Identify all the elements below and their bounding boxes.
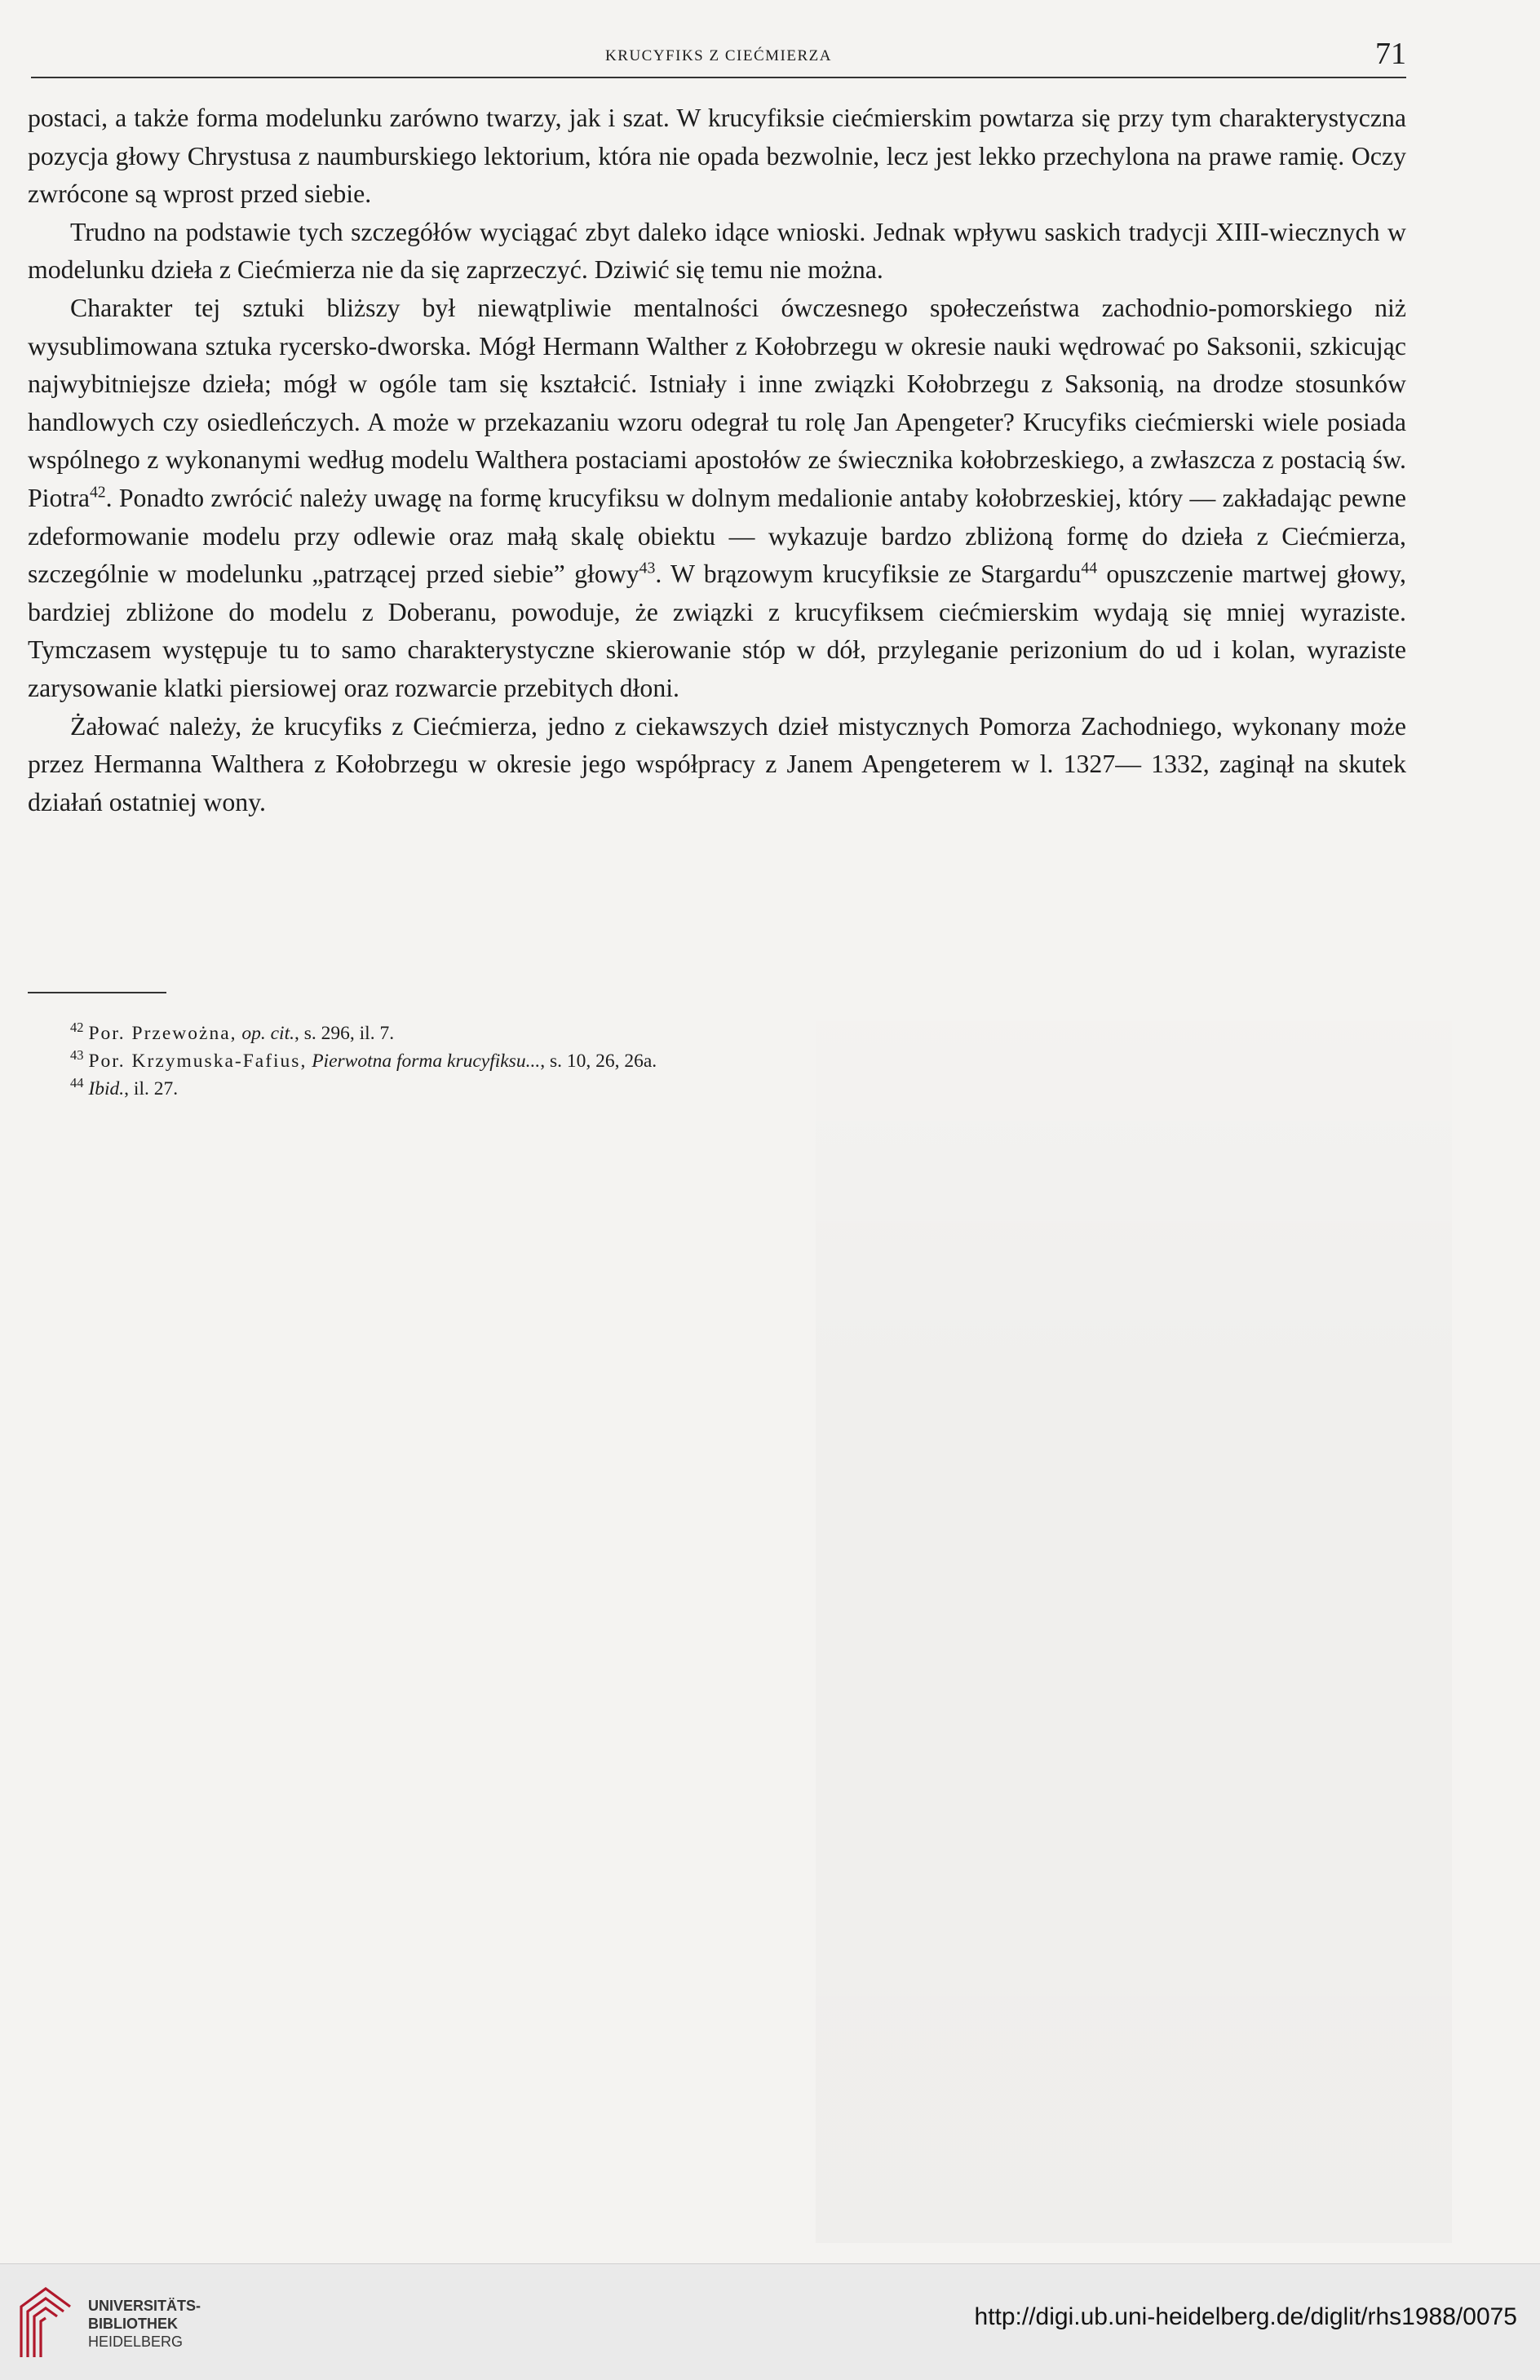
viewer-footer — [0, 2263, 1540, 2380]
footnote-42: $^{42}$ Por. Przewożna, op. cit., s. 296, il. 7. — [70, 1020, 395, 1044]
paragraph-3: Charakter tej sztuki bliższy był niewątpliwie mentalności ówczesnego społeczeństwa zachodnio-pomorskiego niż wysublimowana sztuka rycersko-dworska. Mógł Hermann Walther z Kołobrzegu w okresie nauki wędrować po Saksonii, szkicując najwybitniejsze dzieła; mógł w ogóle tam się kształcić. Istniały i inne związki Kołobrzegu z Saksonią, na drodze stosunków handlowych czy osiedleńczych. A może w przekazaniu wzoru odegrał tu rolę Jan Apengeter? Krucyfiks ciećmierski wiele posiada wspólnego z wykonanymi według modelu Walthera postaciami apostołów ze świecznika kołobrzeskiego, a zwłaszcza z postacią św. Piotra$^{42}$. Ponadto zwrócić należy uwagę na formę krucyfiksu w dolnym medalionie antaby kołobrzeskiej, który — zakładając pewne zdeformowanie modelu przy odlewie oraz małą skalę obiektu — wykazuje bardzo zbliżoną formę do dzieła z Ciećmierza, szczególnie w modelunku „patrzącej przed siebie” głowy$^{43}$. W brązowym krucyfiksie ze Stargardu$^{44}$ opuszczenie martwej głowy, bardziej zbliżone do modelu z Doberanu, powoduje, że związki z krucyfiksem ciećmierskim wydają się mniej wyraziste. Tymczasem występuje tu to samo charakterystyczne skierowanie stóp w dół, przyleganie perizonium do ud i kolan, wyraziste zarysowanie klatki piersiowej oraz rozwarcie przebitych dłoni. — [28, 293, 1406, 702]
paragraph-4: Żałować należy, że krucyfiks z Ciećmierza, jedno z ciekawszych dzieł mistycznych Pomorza Zachodniego, wykonany może przez Hermanna Walthera z Kołobrzegu w okresie jego współpracy z Janem Apengeterem w l. 1327— 1332, zaginął na skutek działań ostatniej wony. — [28, 711, 1406, 816]
footnote-ref-44: 44 — [1081, 559, 1098, 577]
library-name: UNIVERSITÄTS- BIBLIOTHEK HEIDELBERG — [88, 2298, 201, 2350]
source-url-link[interactable]: http://digi.ub.uni-heidelberg.de/diglit/rhs1988/0075 — [974, 2303, 1517, 2330]
footnote-44: $^{44}$ Ibid., il. 27. — [70, 1075, 179, 1099]
footnote-ref-43: 43 — [639, 559, 656, 577]
footnote-43: $^{43}$ Por. Krzymuska-Fafius, Pierwotna forma krucyfiksu..., s. 10, 26, 26a. — [70, 1047, 657, 1072]
paragraph-1: postaci, a także forma modelunku zarówno twarzy, jak i szat. W krucyfiksie ciećmierskim powtarza się przy tym charakterystyczna pozycja głowy Chrystusa z naumburskiego lektorium, która nie opada bezwolnie, lecz jest lekko przechylona na prawe ramię. Oczy zwrócone są wprost przed siebie. — [28, 104, 1406, 209]
footnote-ref-42: 42 — [89, 483, 106, 502]
paragraph-2: Trudno na podstawie tych szczegółów wyciągać zbyt daleko idące wnioski. Jednak wpływu saskich tradycji XIII-wiecznych w modelunku dzieła z Ciećmierza nie da się zaprzeczyć. Dziwić się temu nie można. — [28, 217, 1406, 285]
running-head — [31, 36, 1406, 77]
page-number: 71 — [1375, 37, 1406, 71]
running-title: KRUCYFIKS Z CIEĆMIERZA — [605, 47, 832, 64]
header-rule — [31, 77, 1406, 78]
footnotes — [28, 1020, 1406, 1103]
university-library-logo-icon — [15, 2282, 77, 2364]
show-through-shading — [816, 971, 1452, 2243]
body-text — [28, 100, 1406, 821]
footnote-rule — [28, 992, 166, 993]
